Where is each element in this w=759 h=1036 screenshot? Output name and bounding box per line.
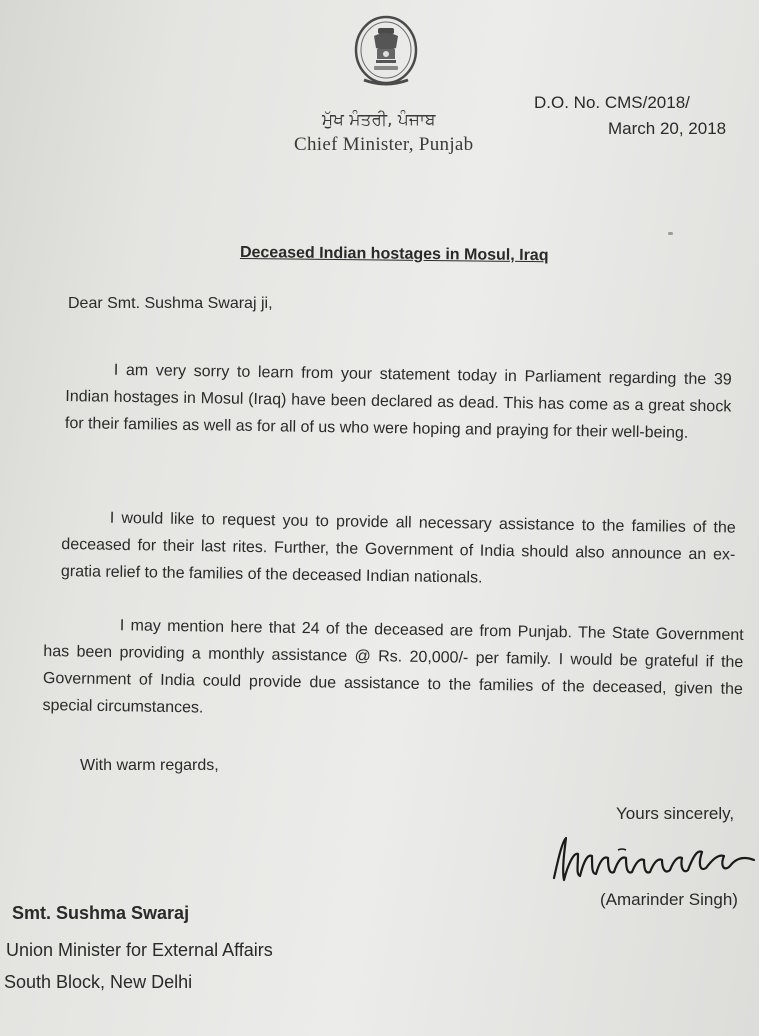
body-paragraph-2: I would like to request you to provide all necessary assistance to the families of the deceased for their last rites. Further, the Government of India should also announce an ex-gratia relief to the families of the deceased Indian nationals. — [60, 509, 736, 587]
paper-mark — [668, 232, 673, 235]
body-paragraph-3: I may mention here that 24 of the deceased are from Punjab. The State Government has been providing a monthly assistance @ Rs. 20,000/- per family. I would be grateful if the Government of India could provide due assistance to the families of the deceased, given the special circumstances. — [42, 617, 744, 717]
addressee-designation: Union Minister for External Affairs — [6, 940, 273, 960]
addressee-name: Smt. Sushma Swaraj — [12, 903, 190, 923]
reference-number: D.O. No. CMS/2018/ — [534, 93, 690, 112]
body-paragraph-1: I am very sorry to learn from your statement today in Parliament regarding the 39 Indian hostages in Mosul (Iraq) have been declared as dead. This has come as a great shock for their families as well as for all of us who were hoping and praying for their well-being. — [64, 361, 732, 442]
salutation: Dear Smt. Sushma Swaraj ji, — [68, 295, 273, 312]
closing-yours: Yours sincerely, — [616, 804, 735, 823]
addressee-address: South Block, New Delhi — [4, 972, 193, 992]
subject-line: Deceased Indian hostages in Mosul, Iraq — [239, 244, 549, 265]
closing-regards: With warm regards, — [80, 757, 219, 774]
signatory-name: (Amarinder Singh) — [600, 890, 738, 909]
national-emblem-icon — [350, 14, 422, 92]
handwritten-signature — [548, 830, 759, 886]
letter-date: March 20, 2018 — [608, 119, 727, 138]
office-title: Chief Minister, Punjab — [294, 134, 474, 155]
office-title-gurmukhi: ਮੁੱਖ ਮੰਤਰੀ, ਪੰਜਾਬ — [322, 110, 436, 130]
